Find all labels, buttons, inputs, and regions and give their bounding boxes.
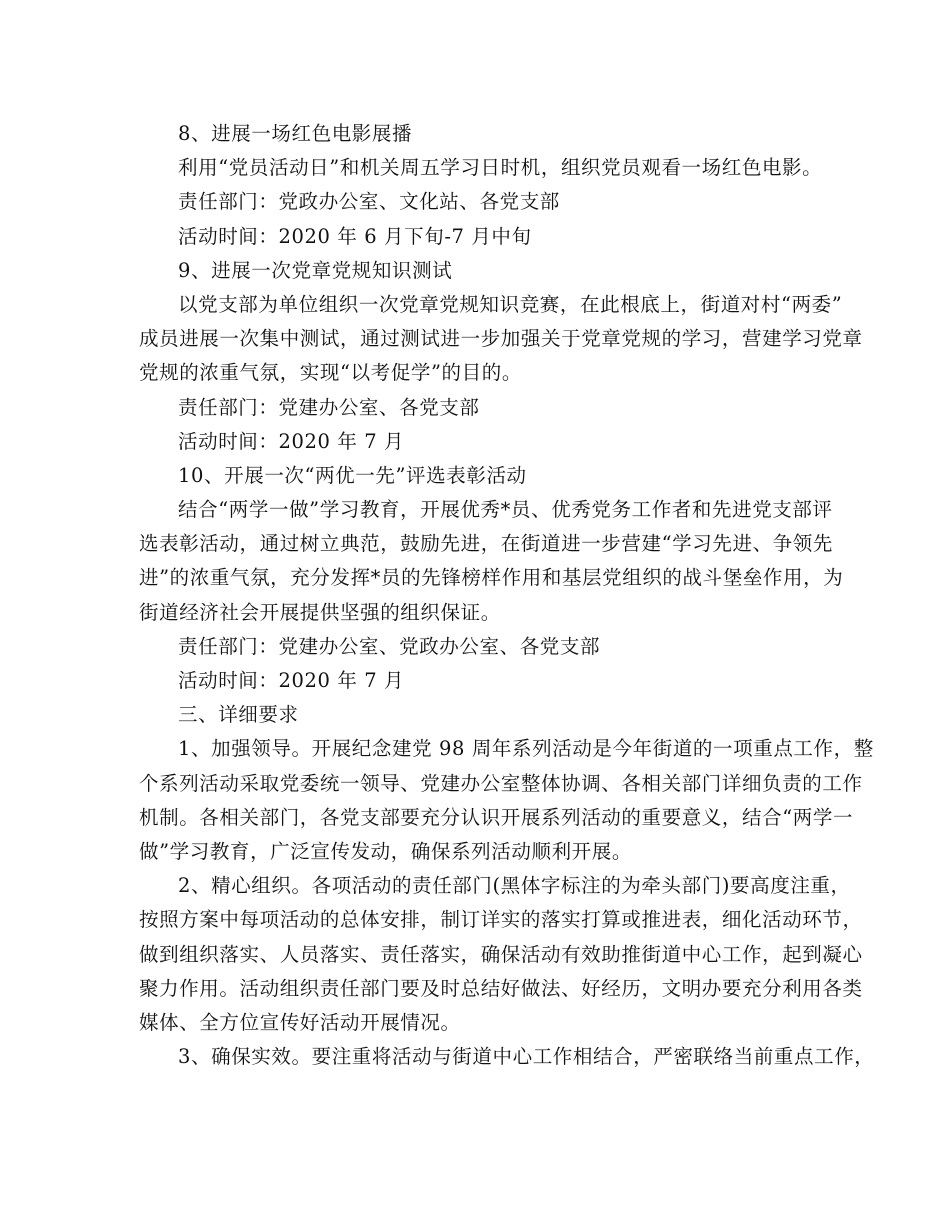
text-line: 成员进展一次集中测试，通过测试进一步加强关于党章党规的学习，营建学习党章 bbox=[139, 327, 863, 351]
document-body bbox=[139, 117, 875, 1074]
text-line: 利用“党员活动日”和机关周五学习日时机，组织党员观看一场红色电影。 bbox=[178, 156, 823, 180]
text-line: 机制。各相关部门，各党支部要充分认识开展系列活动的重要意义，结合“两学一 bbox=[139, 805, 854, 829]
text-line: 责任部门：党政办公室、文化站、各党支部 bbox=[178, 190, 560, 214]
text-line: 责任部门：党建办公室、党政办公室、各党支部 bbox=[178, 634, 601, 658]
text-line: 8、进展一场红色电影展播 bbox=[178, 122, 413, 145]
text-line: 活动时间：2020 年 7 月 bbox=[178, 429, 405, 453]
text-line: 责任部门：党建办公室、各党支部 bbox=[178, 395, 480, 419]
text-line: 进”的浓重气氛，充分发挥*员的先锋榜样作用和基层党组织的战斗堡垒作用，为 bbox=[139, 566, 844, 590]
text-line: 结合“两学一做”学习教育，开展优秀*员、优秀党务工作者和先进党支部评 bbox=[178, 498, 833, 522]
text-line: 个系列活动采取党委统一领导、党建办公室整体协调、各相关部门详细负责的工作 bbox=[139, 771, 863, 795]
text-line: 做”学习教育，广泛宣传发动，确保系列活动顺利开展。 bbox=[139, 839, 632, 863]
text-line: 街道经济社会开展提供坚强的组织保证。 bbox=[139, 600, 501, 624]
text-line: 以党支部为单位组织一次党章党规知识竞赛，在此根底上，街道对村“两委” bbox=[178, 292, 843, 316]
text-line: 聚力作用。活动组织责任部门要及时总结好做法、好经历，文明办要充分利用各类 bbox=[139, 976, 863, 1000]
text-line: 3、确保实效。要注重将活动与街道中心工作相结合，严密联络当前重点工作， bbox=[178, 1045, 875, 1069]
text-line: 媒体、全方位宣传好活动开展情况。 bbox=[139, 1010, 461, 1034]
text-line: 活动时间：2020 年 7 月 bbox=[178, 669, 405, 692]
text-line: 按照方案中每项活动的总体安排，制订详实的落实打算或推进表，细化活动环节， bbox=[139, 908, 863, 932]
text-line: 1、加强领导。开展纪念建党 98 周年系列活动是今年街道的一项重点工作，整 bbox=[178, 737, 874, 761]
text-line: 三、详细要求 bbox=[178, 703, 299, 727]
text-line: 10、开展一次“两优一先”评选表彰活动 bbox=[178, 463, 527, 487]
text-line: 9、进展一次党章党规知识测试 bbox=[178, 258, 453, 282]
text-line: 2、精心组织。各项活动的责任部门(黑体字标注的为牵头部门)要高度注重， bbox=[178, 874, 851, 898]
text-line: 党规的浓重气氛，实现“以考促学”的目的。 bbox=[139, 361, 522, 385]
text-line: 选表彰活动，通过树立典范，鼓励先进，在街道进一步营建“学习先进、争领先 bbox=[139, 532, 833, 556]
text-line: 活动时间：2020 年 6 月下旬-7 月中旬 bbox=[178, 224, 532, 248]
text-line: 做到组织落实、人员落实、责任落实，确保活动有效助推街道中心工作，起到凝心 bbox=[139, 942, 863, 966]
